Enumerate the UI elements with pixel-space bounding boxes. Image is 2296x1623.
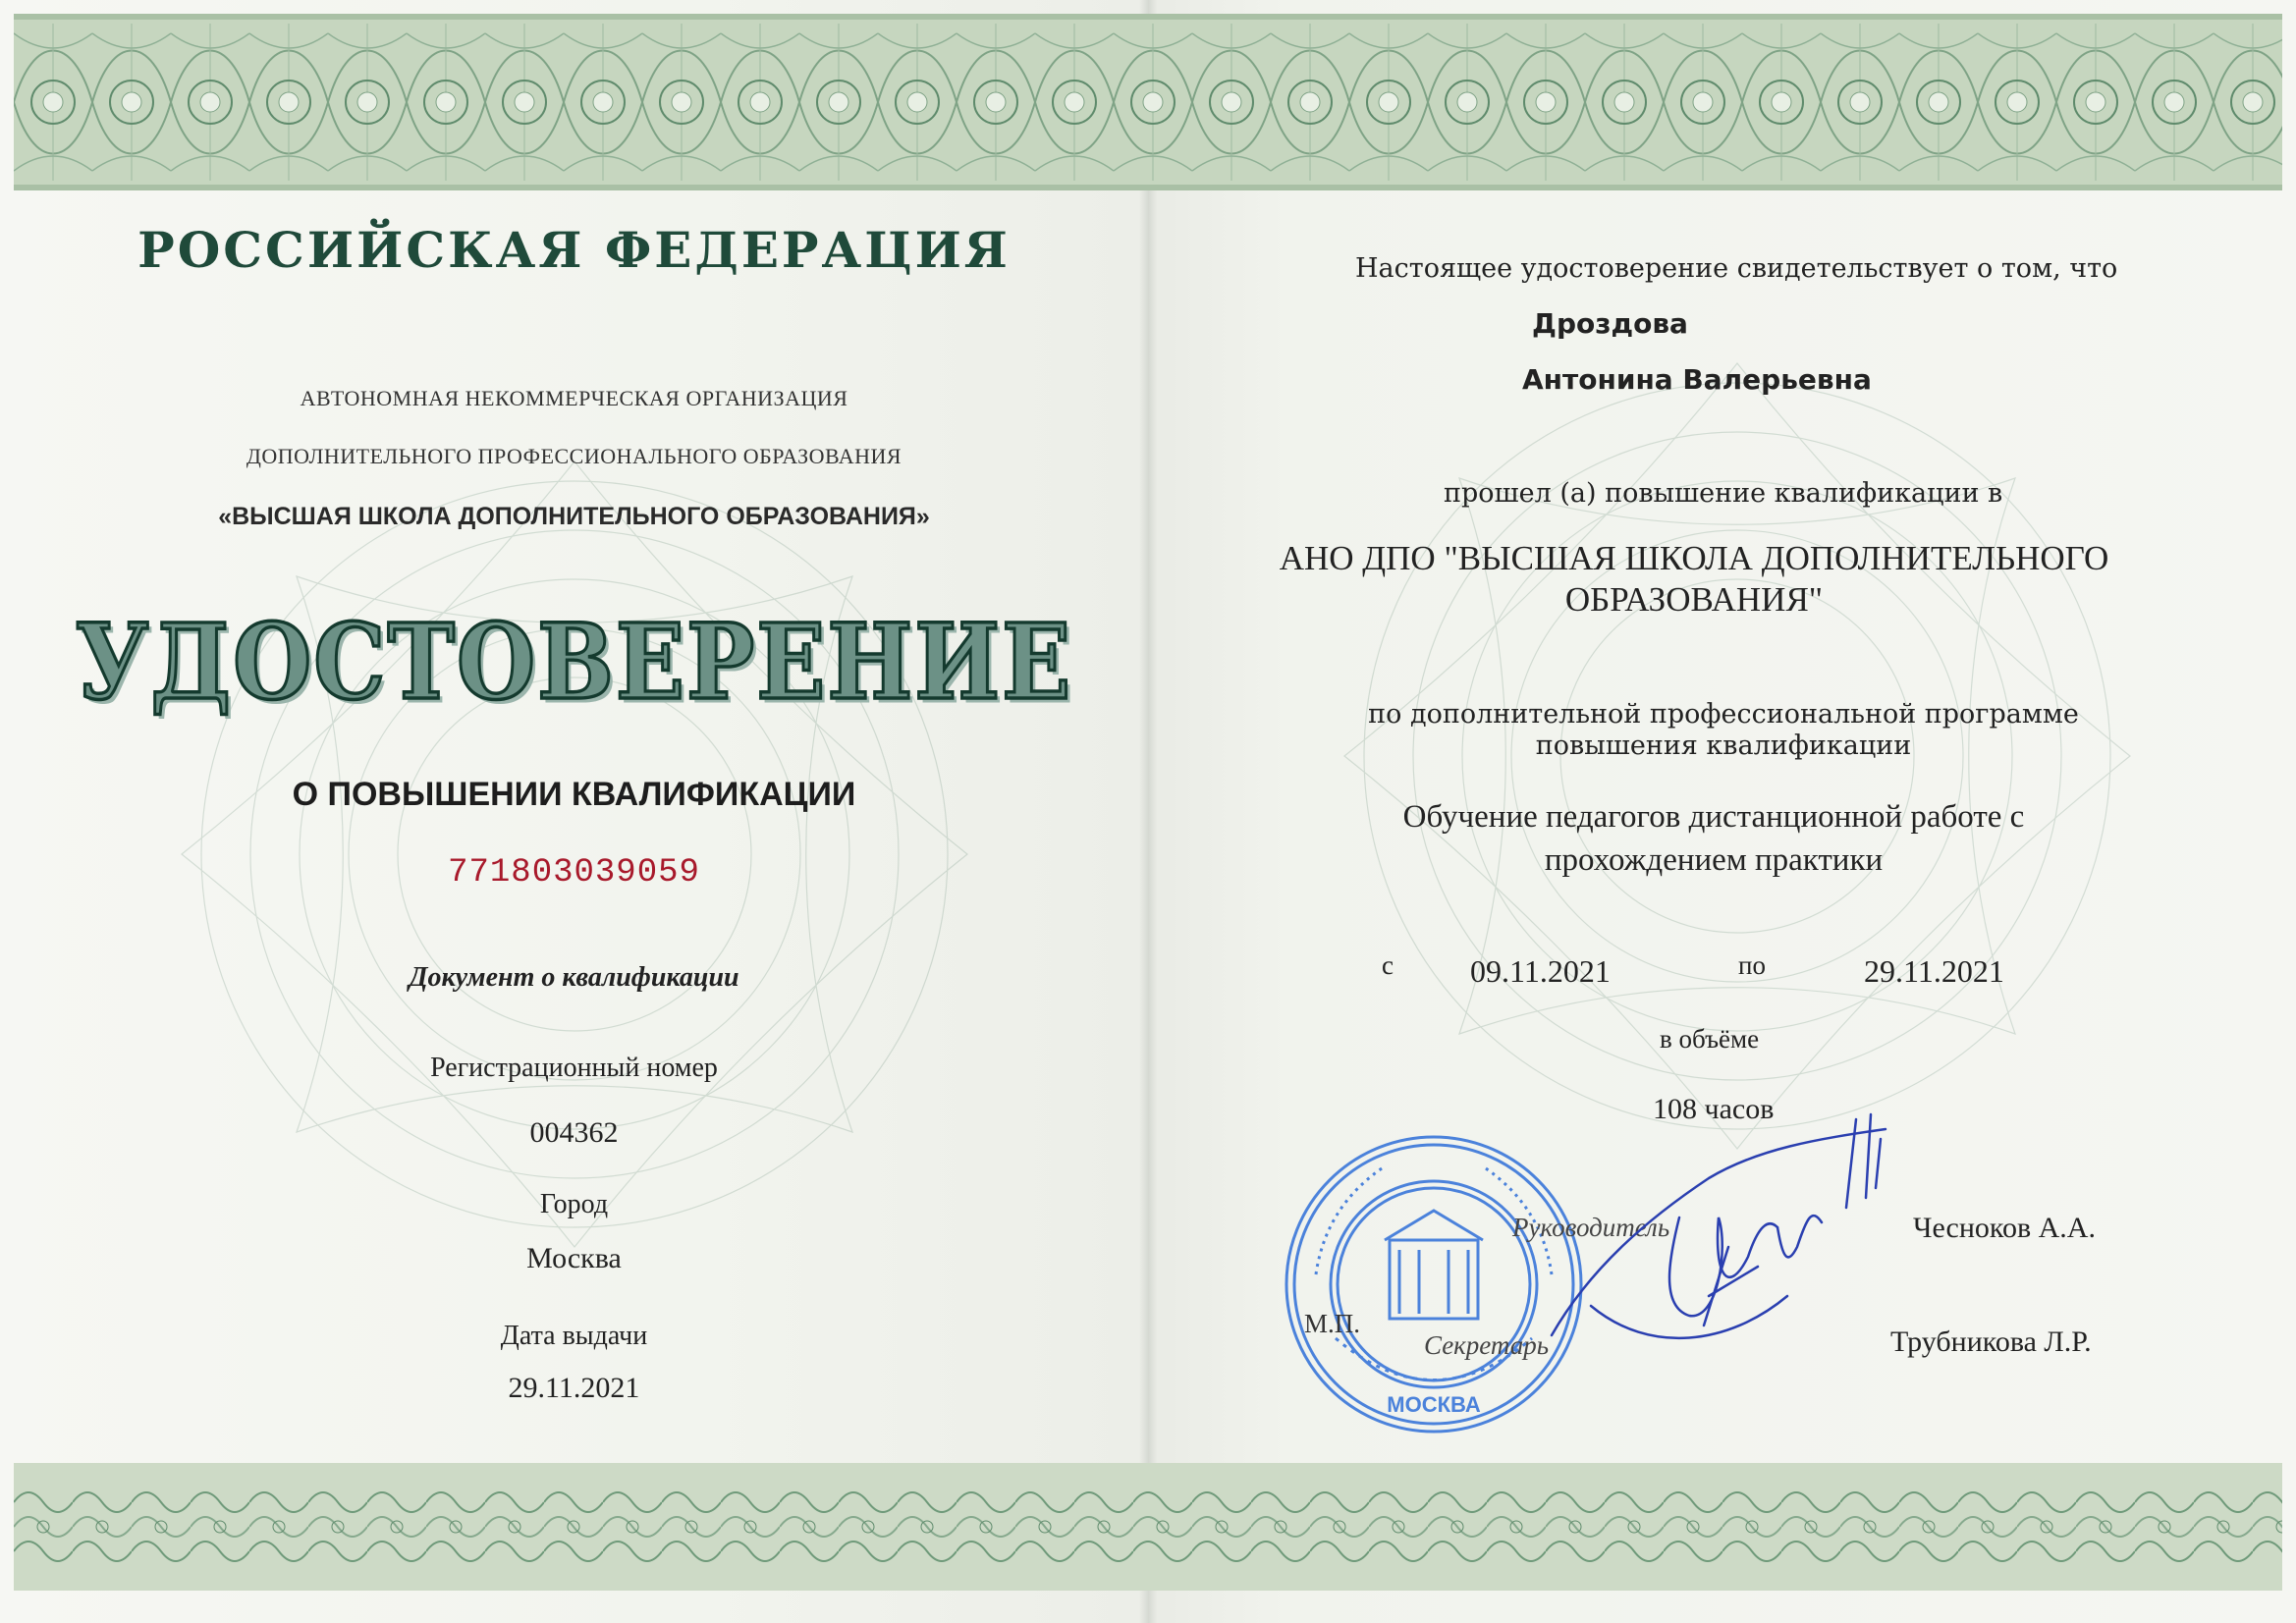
issue-date-value: 29.11.2021 [508,1372,640,1404]
city-label: Город [539,1189,609,1219]
to-label: по [1738,950,1766,980]
intro-text: Настоящее удостоверение свидетельствует о том, что [1355,253,2118,284]
stamp-place-label: М.П. [1304,1309,1361,1338]
document-type: Документ о квалификации [409,962,739,993]
handwritten-signature [1532,1100,1944,1365]
organization-name-line-1: АНО ДПО "ВЫСШАЯ ШКОЛА ДОПОЛНИТЕЛЬНОГО [1279,539,2109,577]
org-line-1: АВТОНОМНАЯ НЕКОММЕРЧЕСКАЯ ОРГАНИЗАЦИЯ [300,386,848,410]
program-description [1355,699,2092,762]
organization-name-line-2: ОБРАЗОВАНИЯ" [1564,580,1824,619]
issue-date-label: Дата выдачи [500,1321,648,1351]
from-label: с [1382,950,1394,980]
document-title: УДОСТОВЕРЕНИЕ [75,600,1073,724]
date-from: 09.11.2021 [1470,953,1611,989]
bottom-ornament-band [14,1463,2282,1591]
center-fold [1139,0,1157,1623]
head-label: Руководитель [1512,1213,1670,1242]
program-line-1: по дополнительной профессиональной программе [1368,699,2079,730]
secretary-name: Трубникова Л.Р. [1890,1325,2092,1358]
country-title: РОССИЙСКАЯ ФЕДЕРАЦИЯ [137,221,1011,279]
document-subtitle: О ПОВЫШЕНИИ КВАЛИФИКАЦИИ [292,776,856,813]
registration-label: Регистрационный номер [430,1053,718,1083]
volume-label: в объёме [1660,1024,1760,1054]
holder-given-names: Антонина Валерьевна [1522,363,1872,396]
serial-number: 771803039059 [448,854,700,892]
date-to: 29.11.2021 [1864,953,2004,989]
passed-text: прошел (а) повышение квалификации в [1444,478,2003,509]
program-line-2: повышения квалификации [1535,730,1912,761]
course-line-1: Обучение педагогов дистанционной работе с [1402,799,2025,835]
registration-number: 004362 [529,1116,619,1149]
course-line-2: прохождением практики [1544,842,1884,878]
course-title [1336,795,2092,882]
org-line-3: «ВЫСШАЯ ШКОЛА ДОПОЛНИТЕЛЬНОГО ОБРАЗОВАНИЯ» [218,503,930,530]
organization-name [1277,538,2111,621]
stamp-city-text: МОСКВА [1387,1392,1481,1417]
hours-value: 108 часов [1653,1093,1775,1125]
top-ornament-band [14,14,2282,190]
org-line-2: ДОПОЛНИТЕЛЬНОГО ПРОФЕССИОНАЛЬНОГО ОБРАЗОВАНИЯ [246,444,902,468]
secretary-label: Секретарь [1424,1330,1550,1360]
city-value: Москва [526,1242,622,1274]
holder-surname: Дроздова [1532,307,1688,340]
head-name: Чесноков А.А. [1913,1212,2096,1244]
